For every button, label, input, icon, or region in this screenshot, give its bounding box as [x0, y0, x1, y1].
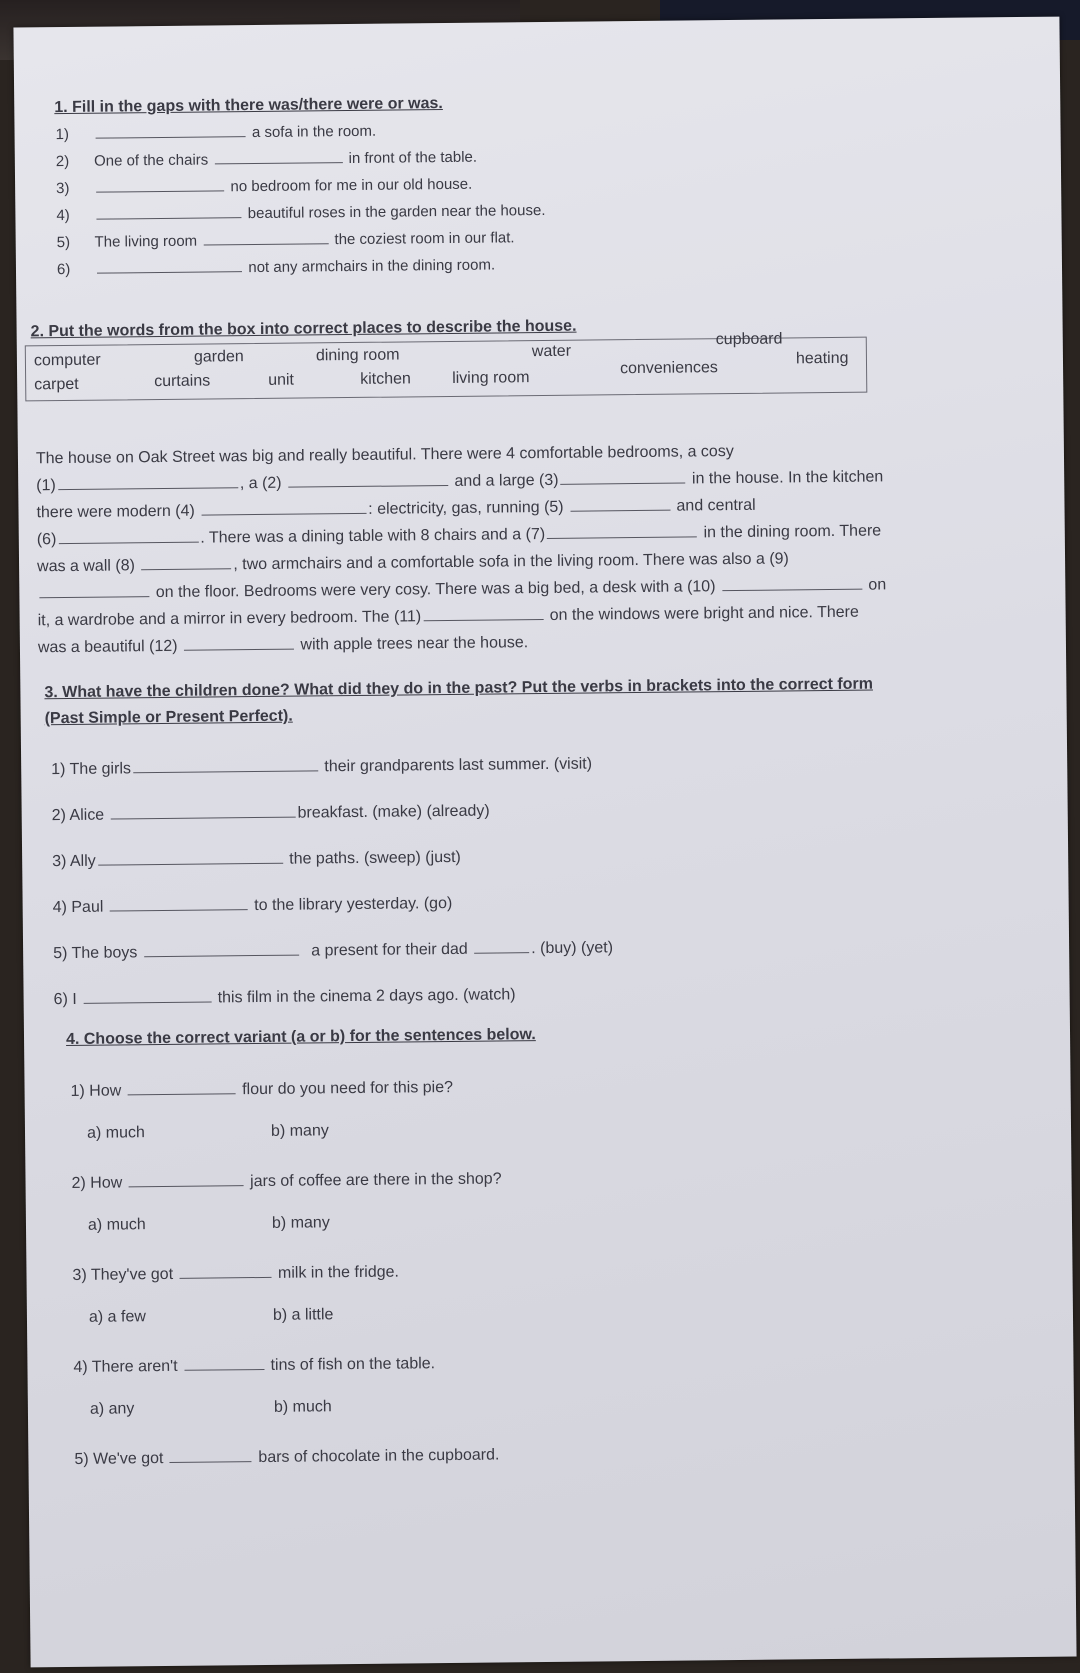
option-b[interactable]: b) much	[273, 1398, 332, 1416]
item-number: 5)	[56, 233, 71, 252]
question-item	[74, 1442, 504, 1493]
item-text-after: the coziest room in our flat.	[334, 229, 515, 249]
paragraph-text: : electricity, gas, running (5)	[368, 498, 564, 518]
item-text-before: 6) I	[53, 990, 77, 1009]
section-3-heading	[44, 671, 944, 732]
section-3	[51, 751, 614, 1033]
word-conveniences: conveniences	[619, 359, 718, 378]
paragraph-text: in the dining room. There	[703, 522, 882, 542]
item-text-before: 1) The girls	[51, 760, 132, 779]
answer-blank[interactable]	[96, 202, 241, 220]
question-item	[73, 1350, 503, 1401]
question-item	[72, 1258, 502, 1309]
question-text-before: 2) How	[71, 1174, 123, 1192]
answer-blank[interactable]	[129, 1169, 244, 1187]
word-heating: heating	[795, 349, 849, 368]
house-description-paragraph	[36, 436, 938, 661]
answer-options	[72, 1212, 502, 1263]
section-4-heading: 4. Choose the correct variant (a or b) for the sentences below.	[65, 1026, 536, 1049]
item-text-after: their grandparents last summer. (visit)	[324, 755, 593, 776]
item-text-after: the paths. (sweep) (just)	[289, 848, 461, 868]
answer-blank[interactable]	[128, 1077, 236, 1095]
paragraph-text: (1)	[36, 477, 56, 495]
question-text-before: 1) How	[70, 1082, 122, 1100]
question-text-before: 5) We've got	[74, 1450, 164, 1468]
option-a[interactable]: a) any	[89, 1400, 135, 1418]
answer-blank[interactable]	[110, 893, 248, 911]
answer-blank[interactable]	[98, 847, 283, 866]
answer-blank[interactable]	[83, 986, 211, 1004]
answer-blank-2[interactable]	[288, 469, 448, 488]
paragraph-text: there were modern (4)	[36, 502, 195, 522]
section-3-heading-line: (Past Simple or Present Perfect).	[44, 707, 293, 728]
answer-blank-10[interactable]	[722, 573, 862, 591]
option-a[interactable]: a) a few	[88, 1308, 146, 1326]
option-a[interactable]: a) much	[86, 1124, 145, 1142]
question-text-before: 3) They've got	[72, 1265, 174, 1284]
answer-blank-11[interactable]	[423, 603, 543, 621]
paragraph-text: was a wall (8)	[37, 557, 135, 576]
answer-blank[interactable]	[96, 175, 224, 192]
word-living-room: living room	[452, 369, 530, 387]
item-number: 2)	[55, 152, 70, 171]
paragraph-text: (6)	[36, 531, 57, 549]
paragraph-text: The house on Oak Street was big and really beautiful. There were 4 comfortable bedrooms, a cosy	[35, 443, 734, 468]
section-1-heading: 1. Fill in the gaps with there was/there were or was.	[54, 95, 443, 117]
item-number: 6)	[56, 260, 71, 279]
answer-blank-3[interactable]	[560, 467, 685, 485]
answer-blank[interactable]	[133, 754, 318, 773]
answer-blank[interactable]	[97, 256, 242, 274]
question-item	[71, 1166, 501, 1217]
question-text-after: tins of fish on the table.	[270, 1355, 436, 1374]
paragraph-text: , two armchairs and a comfortable sofa in the living room. There was also a (9)	[233, 550, 789, 574]
paragraph-text: in the house. In the kitchen	[691, 468, 884, 488]
word-water: water	[531, 342, 572, 361]
section-1	[54, 94, 546, 283]
item-text-after: not any armchairs in the dining room.	[248, 256, 496, 277]
question-text-before: 4) There aren't	[73, 1357, 178, 1376]
item-text-after: a sofa in the room.	[251, 122, 377, 142]
question-text-after: flour do you need for this pie?	[242, 1078, 454, 1099]
answer-blank[interactable]	[179, 1261, 271, 1279]
item-text-after: to the library yesterday. (go)	[254, 894, 453, 915]
answer-blank-12[interactable]	[184, 633, 294, 651]
exercise-item	[51, 751, 611, 803]
paragraph-text: . There was a dining table with 8 chairs and a (7)	[200, 525, 546, 547]
word-kitchen: kitchen	[360, 370, 411, 388]
answer-blank-8[interactable]	[141, 552, 231, 570]
paragraph-text: it, a wardrobe and a mirror in every bedroom. The (11)	[37, 608, 422, 630]
item-number: 3)	[56, 179, 70, 198]
word-carpet: carpet	[34, 375, 79, 394]
exercise-item	[53, 935, 613, 987]
answer-blank[interactable]	[474, 936, 529, 954]
option-b[interactable]: b) many	[270, 1122, 329, 1140]
word-unit: unit	[268, 371, 295, 389]
item-text-after: . (buy) (yet)	[531, 939, 614, 958]
worksheet-page	[13, 17, 1076, 1668]
question-text-after: jars of coffee are there in the shop?	[250, 1170, 502, 1191]
answer-blank[interactable]	[110, 801, 295, 820]
word-box	[25, 330, 868, 402]
item-text-before: 4) Paul	[52, 898, 104, 917]
answer-blank[interactable]	[144, 939, 299, 958]
paragraph-text: , a (2)	[239, 474, 282, 493]
item-text-after: this film in the cinema 2 days ago. (watch)	[217, 986, 516, 1007]
option-b[interactable]: b) a little	[272, 1306, 334, 1324]
item-text-before: One of the chairs	[93, 151, 209, 170]
item-text-before: The living room	[94, 232, 198, 251]
answer-blank-7[interactable]	[547, 520, 697, 539]
section-4	[70, 1074, 504, 1492]
exercise-item	[56, 251, 546, 283]
answer-blank[interactable]	[96, 121, 246, 139]
option-b[interactable]: b) many	[271, 1214, 330, 1232]
question-item	[70, 1074, 500, 1125]
word-dining-room: dining room	[315, 346, 400, 365]
paragraph-text: and central	[676, 496, 756, 515]
answer-options	[74, 1396, 504, 1447]
exercise-item	[52, 797, 612, 849]
answer-blank[interactable]	[184, 1353, 264, 1371]
item-text-before: 3) Ally	[52, 852, 96, 871]
item-text-before: 5) The boys	[53, 944, 138, 963]
item-text-after: no bedroom for me in our old house.	[230, 175, 473, 196]
answer-blank-4[interactable]	[201, 497, 366, 516]
section-2-heading: 2. Put the words from the box into correct places to describe the house.	[30, 317, 577, 341]
answer-blank[interactable]	[203, 228, 328, 245]
paragraph-text: on	[868, 576, 887, 594]
exercise-item	[53, 889, 613, 941]
item-text-after: beautiful roses in the garden near the house.	[247, 201, 546, 223]
answer-blank-1[interactable]	[58, 471, 238, 490]
paragraph-text: was a beautiful (12)	[37, 637, 178, 657]
word-cupboard: cupboard	[715, 330, 783, 349]
word-computer: computer	[33, 351, 101, 370]
answer-blank-5[interactable]	[570, 494, 670, 512]
item-text-before: 2) Alice	[51, 806, 105, 825]
item-number: 4)	[56, 206, 70, 225]
item-text-after: breakfast. (make) (already)	[297, 802, 490, 822]
option-a[interactable]: a) much	[87, 1216, 146, 1234]
answer-blank-6[interactable]	[58, 526, 198, 544]
question-text-after: bars of chocolate in the cupboard.	[258, 1446, 500, 1467]
paragraph-text: with apple trees near the house.	[300, 634, 529, 654]
paragraph-text: and a large (3)	[454, 471, 559, 490]
paragraph-text: on the windows were bright and nice. There	[549, 603, 859, 624]
paragraph-text: on the floor. Bedrooms were very cosy. There was a big bed, a desk with a (10)	[155, 578, 716, 602]
answer-blank[interactable]	[170, 1445, 252, 1463]
answer-blank-9[interactable]	[39, 580, 149, 598]
section-3-heading-line: 3. What have the children done? What did they do in the past? Put the verbs in brackets into the correct form	[44, 675, 874, 702]
item-number: 1)	[55, 125, 69, 144]
word-curtains: curtains	[154, 372, 211, 391]
question-text-after: milk in the fridge.	[277, 1263, 400, 1282]
answer-blank[interactable]	[214, 147, 342, 164]
exercise-item	[52, 843, 612, 895]
word-garden: garden	[193, 348, 244, 366]
answer-options	[71, 1120, 501, 1171]
item-text-after: a present for their dad	[311, 940, 468, 960]
item-text-after: in front of the table.	[348, 148, 478, 168]
answer-options	[73, 1304, 503, 1355]
